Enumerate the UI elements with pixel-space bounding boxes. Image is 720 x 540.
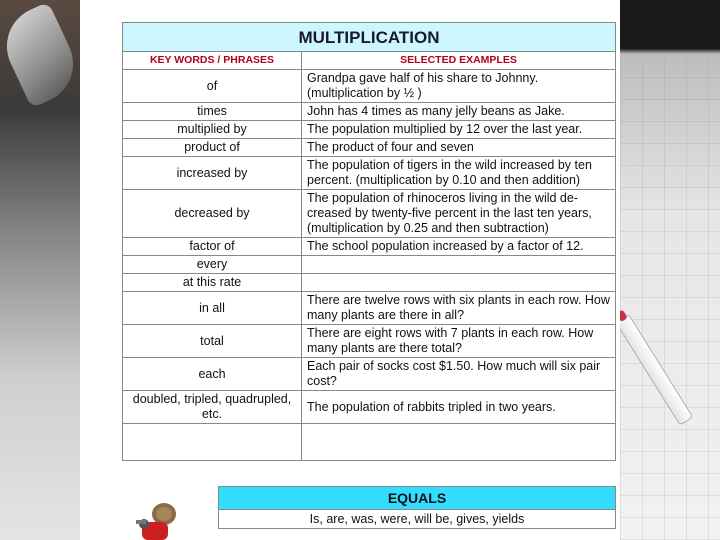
- example-cell: John has 4 times as many jelly beans as Jake.: [302, 103, 616, 121]
- table-row-empty: [123, 424, 616, 461]
- example-cell: The population of rabbits tripled in two years.: [302, 391, 616, 424]
- key-word-cell: factor of: [123, 238, 302, 256]
- example-cell: [302, 274, 616, 292]
- table-row: [123, 70, 616, 103]
- key-word-cell: decreased by: [123, 190, 302, 238]
- key-word-cell: of: [123, 70, 302, 103]
- example-cell: The population of rhinoceros living in the wild de-creased by twenty-five percent in the last ten years, (multiplication by 0.25 and then subtraction): [302, 190, 616, 238]
- table-row: [123, 292, 616, 325]
- table-row: [123, 139, 616, 157]
- key-word-cell: every: [123, 256, 302, 274]
- example-cell: The population of tigers in the wild increased by ten percent. (multiplication by 0.10 and then addition): [302, 157, 616, 190]
- table-title: MULTIPLICATION: [123, 23, 616, 52]
- example-cell: There are twelve rows with six plants in each row. How many plants are there in all?: [302, 292, 616, 325]
- example-cell: The product of four and seven: [302, 139, 616, 157]
- example-cell: Grandpa gave half of his share to Johnny. (multiplication by ½ ): [302, 70, 616, 103]
- key-word-cell: total: [123, 325, 302, 358]
- key-word-cell: in all: [123, 292, 302, 325]
- mascot-icon: [134, 500, 182, 540]
- blueprint-grid: [620, 60, 720, 540]
- table-row: [123, 121, 616, 139]
- key-word-cell: product of: [123, 139, 302, 157]
- empty-cell: [302, 424, 616, 461]
- key-word-cell: doubled, tripled, quadrupled, etc.: [123, 391, 302, 424]
- table-row: [123, 274, 616, 292]
- key-word-cell: increased by: [123, 157, 302, 190]
- example-cell: There are eight rows with 7 plants in each row. How many plants are there total?: [302, 325, 616, 358]
- table-row: [123, 358, 616, 391]
- table-row: [123, 190, 616, 238]
- empty-cell: [123, 424, 302, 461]
- column-header-examples: SELECTED EXAMPLES: [302, 52, 616, 70]
- example-cell: The population multiplied by 12 over the last year.: [302, 121, 616, 139]
- table-row: [123, 391, 616, 424]
- equals-table: [218, 486, 616, 529]
- table-row: [123, 325, 616, 358]
- key-word-cell: each: [123, 358, 302, 391]
- equals-words: Is, are, was, were, will be, gives, yields: [219, 510, 616, 529]
- column-header-key-words: KEY WORDS / PHRASES: [123, 52, 302, 70]
- example-cell: Each pair of socks cost $1.50. How much will six pair cost?: [302, 358, 616, 391]
- key-word-cell: times: [123, 103, 302, 121]
- table-row: [123, 256, 616, 274]
- key-word-cell: multiplied by: [123, 121, 302, 139]
- table-row: [123, 157, 616, 190]
- table-row: [123, 103, 616, 121]
- table-row: [123, 238, 616, 256]
- key-word-cell: at this rate: [123, 274, 302, 292]
- equals-title: EQUALS: [219, 487, 616, 510]
- example-cell: [302, 256, 616, 274]
- example-cell: The school population increased by a factor of 12.: [302, 238, 616, 256]
- multiplication-table: [122, 22, 616, 461]
